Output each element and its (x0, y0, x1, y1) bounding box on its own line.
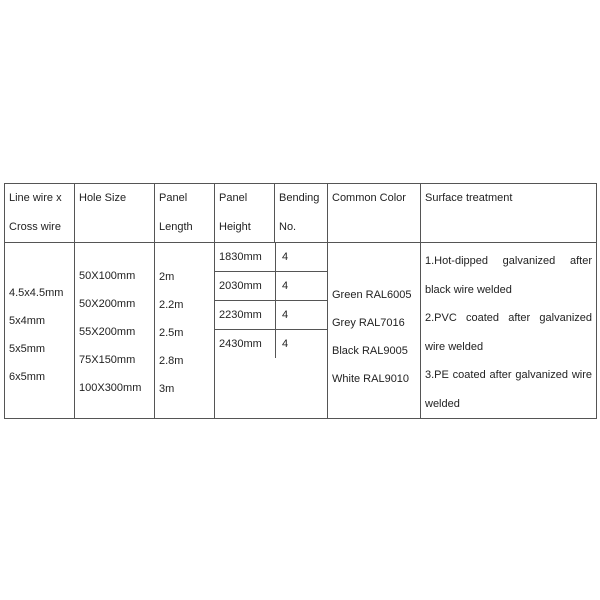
header-height (215, 184, 275, 243)
body-row (5, 243, 597, 419)
panel-length: 2.8m (159, 354, 184, 367)
bending-no: 4 (282, 338, 289, 350)
header-wire (5, 184, 75, 243)
panel-length: 2m (159, 270, 175, 283)
height-row (215, 272, 327, 301)
bending-no: 4 (276, 243, 328, 272)
panel-length: 3m (159, 382, 175, 395)
header-bending-line1: Bending (279, 192, 320, 204)
surface-treatment: 2.PVC coated after galvanized wire welded (425, 312, 592, 353)
bending-no: 4 (276, 272, 328, 301)
panel-height: 2230mm (215, 301, 276, 330)
wire-sizes-cell (5, 243, 75, 419)
color-option: Green RAL6005 (332, 288, 412, 301)
panel-length: 2.5m (159, 326, 184, 339)
height-row (215, 301, 327, 330)
color-option: Black RAL9005 (332, 344, 408, 357)
header-surface-line1: Surface treatment (425, 192, 513, 204)
header-length-line2: Length (159, 221, 193, 233)
header-wire-line2: Cross wire (9, 221, 61, 233)
header-color-line1: Common Color (332, 192, 406, 204)
panel-height: 2030mm (215, 272, 276, 301)
colors-cell (328, 243, 421, 419)
height-bending-subtable (215, 243, 327, 358)
surface-treatment: 1.Hot-dipped galvanized after black wire welded (425, 255, 592, 296)
hole-size: 50X200mm (79, 297, 136, 310)
header-length-line1: Panel (159, 192, 188, 204)
height-bending-cell (215, 243, 328, 419)
header-hole (75, 184, 155, 243)
wire-size: 6x5mm (9, 370, 46, 383)
hole-size: 55X200mm (79, 325, 136, 338)
header-length (155, 184, 215, 243)
header-bending-line2: No. (279, 221, 297, 233)
hole-size: 50X100mm (79, 269, 136, 282)
color-option: Grey RAL7016 (332, 316, 405, 329)
header-wire-line1: Line wire x (9, 192, 62, 204)
header-height-line2: Height (219, 221, 251, 233)
hole-sizes-cell (75, 243, 155, 419)
bending-no: 4 (276, 301, 328, 330)
height-row (215, 243, 327, 272)
header-row (5, 184, 597, 243)
hole-size: 100X300mm (79, 381, 142, 394)
header-color (328, 184, 421, 243)
header-bending (275, 184, 328, 243)
surface-cell (421, 243, 597, 419)
hole-size: 75X150mm (79, 353, 136, 366)
wire-size: 5x4mm (9, 314, 46, 327)
panel-length: 2.2m (159, 298, 184, 311)
wire-size: 5x5mm (9, 342, 46, 355)
header-height-line1: Panel (219, 192, 248, 204)
panel-height: 2430mm (215, 330, 276, 359)
panel-lengths-cell (155, 243, 215, 419)
header-hole-line1: Hole Size (79, 192, 127, 204)
spec-table (4, 183, 597, 419)
panel-height: 1830mm (215, 243, 276, 272)
header-surface (421, 184, 597, 243)
color-option: White RAL9010 (332, 372, 410, 385)
surface-treatment: 3.PE coated after galvanized wire welded (425, 369, 592, 410)
height-row (215, 330, 327, 359)
wire-size: 4.5x4.5mm (9, 286, 64, 299)
